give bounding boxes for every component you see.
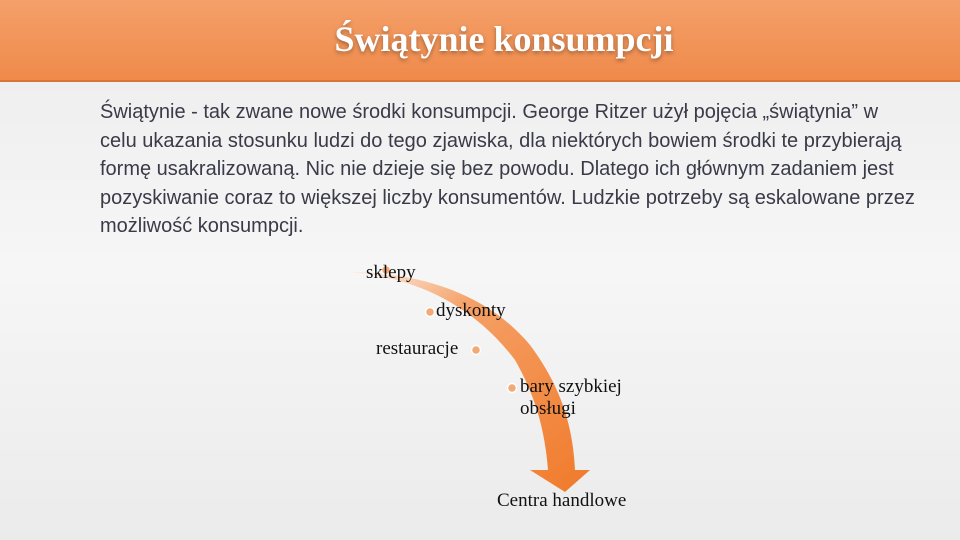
bullet-dot-3 bbox=[472, 346, 481, 355]
label-bary-szybkiej-obslugi: bary szybkiej obsługi bbox=[520, 376, 622, 419]
label-centra-handlowe: Centra handlowe bbox=[497, 490, 627, 511]
bullet-dot-2 bbox=[426, 308, 435, 317]
body-paragraph: Świątynie - tak zwane nowe środki konsumpcji. George Ritzer użył pojęcia „świątynia” w celu ukazania stosunku ludzi do tego zjawiska, dla niektórych bowiem środki te przybierają formę usakralizowaną. Nic nie dzieje się bez powodu. Dlatego ich głównym zadaniem jest pozyskiwanie coraz to większej liczby konsumentów. Ludzkie potrzeby są eskalowane przez możliwość konsumpcji. bbox=[100, 101, 915, 238]
label-restauracje: restauracje bbox=[376, 338, 459, 359]
bullet-dot-4 bbox=[508, 384, 517, 393]
slide-title: Świątynie konsumpcji bbox=[334, 19, 674, 59]
label-dyskonty: dyskonty bbox=[436, 300, 506, 321]
label-sklepy: sklepy bbox=[366, 262, 416, 283]
